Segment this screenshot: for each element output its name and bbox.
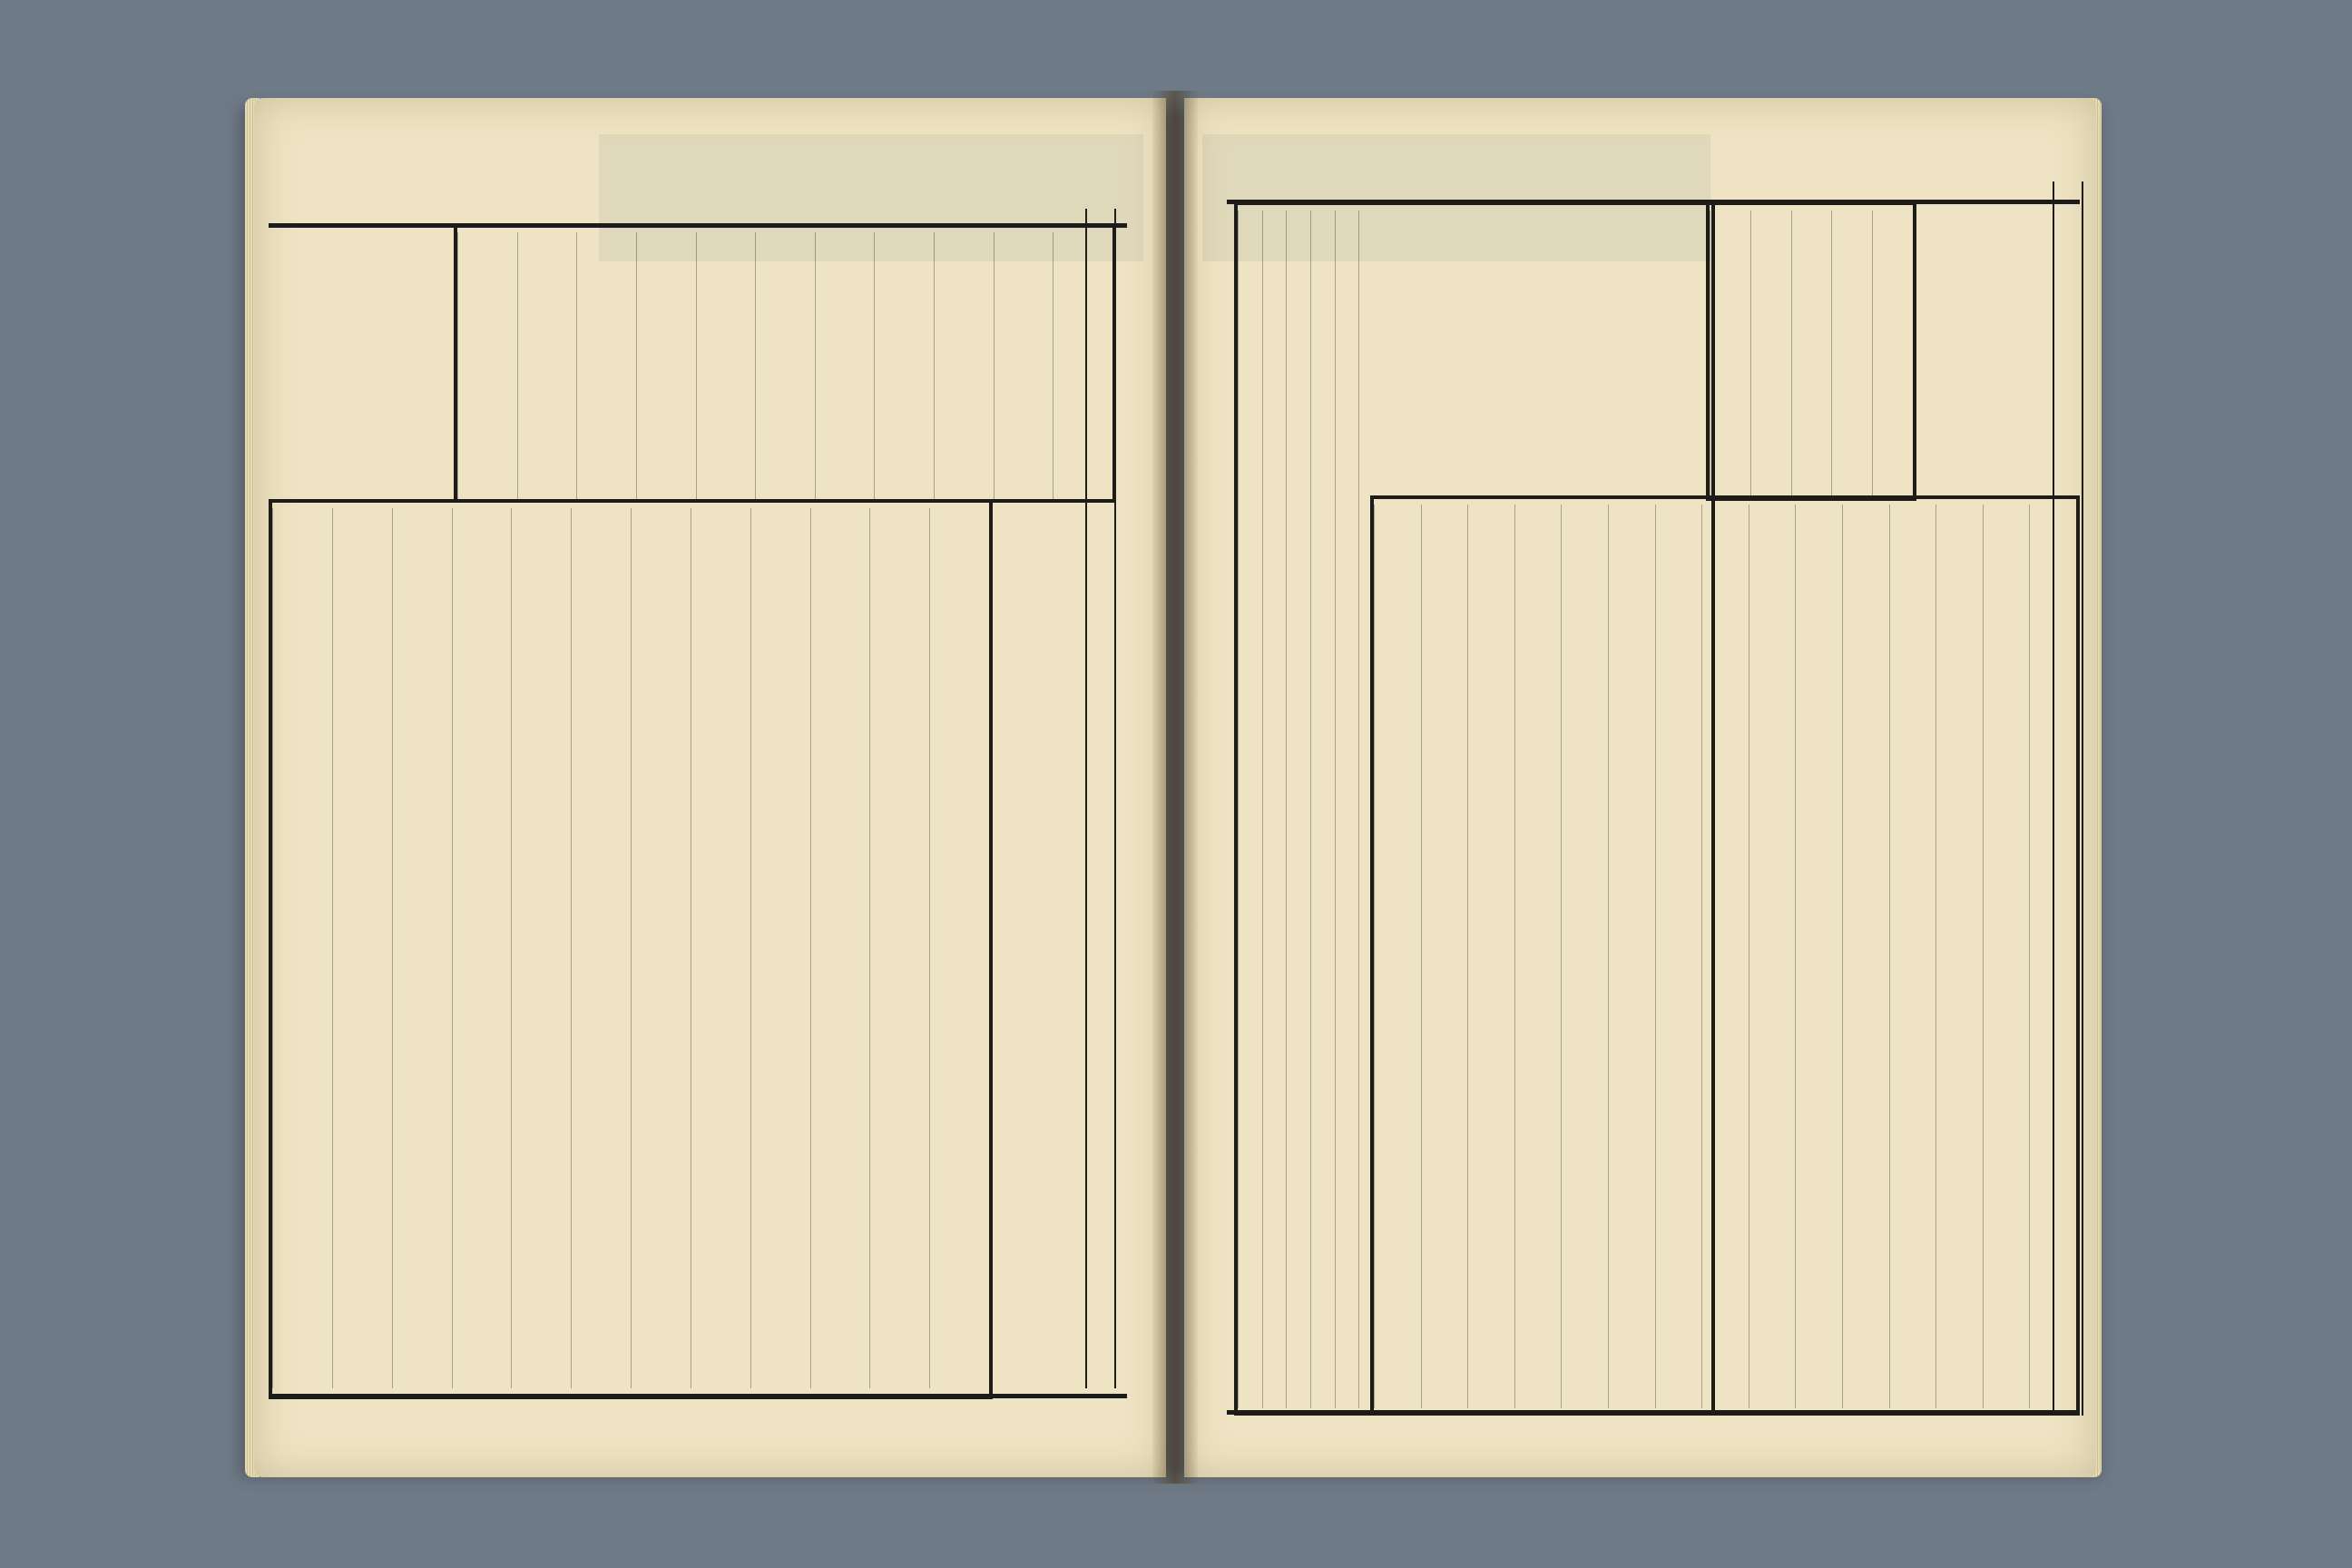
text-column [696,232,756,501]
text-column [1842,505,1889,1408]
text-column [1561,505,1608,1408]
text-column [1831,211,1872,497]
text-column [332,508,392,1388]
text-column [691,508,750,1388]
text-column [934,232,994,501]
text-column [1872,211,1913,497]
text-column [1655,505,1702,1408]
text-column [272,508,332,1388]
right-upper-columns [1710,211,1913,497]
text-column [1983,505,2030,1408]
text-column [1238,211,1262,1408]
left-upper-columns [457,232,1112,501]
text-column [636,232,696,501]
text-column [1608,505,1655,1408]
text-column [1514,505,1562,1408]
text-column [994,232,1054,501]
text-column [576,232,636,501]
text-column [1795,505,1842,1408]
text-column [457,232,517,501]
text-column [1791,211,1832,497]
text-column [1374,505,1421,1408]
text-column [750,508,810,1388]
text-column [874,232,934,501]
text-column [1750,211,1791,497]
left-center-column [1085,209,1116,1388]
text-column [1335,211,1359,1408]
text-column [1262,211,1287,1408]
text-column [810,508,870,1388]
text-column [755,232,815,501]
text-column [869,508,929,1388]
right-left-columns [1238,211,1383,1408]
text-column [571,508,631,1388]
text-column [392,508,452,1388]
text-column [631,508,691,1388]
book-gutter [1152,91,1198,1484]
text-column [1286,211,1310,1408]
text-column [1421,505,1468,1408]
right-lower-columns [1374,505,2076,1408]
text-column [1467,505,1514,1408]
text-column [452,508,512,1388]
text-column [929,508,989,1388]
text-column [1310,211,1335,1408]
text-column [517,232,577,501]
text-column [1889,505,1936,1408]
text-column [815,232,875,501]
left-lower-columns [272,508,989,1388]
text-column [1749,505,1796,1408]
text-column [1936,505,1983,1408]
text-column [511,508,571,1388]
right-outer-column [2053,181,2083,1416]
text-column [1701,505,1749,1408]
text-column [1710,211,1750,497]
